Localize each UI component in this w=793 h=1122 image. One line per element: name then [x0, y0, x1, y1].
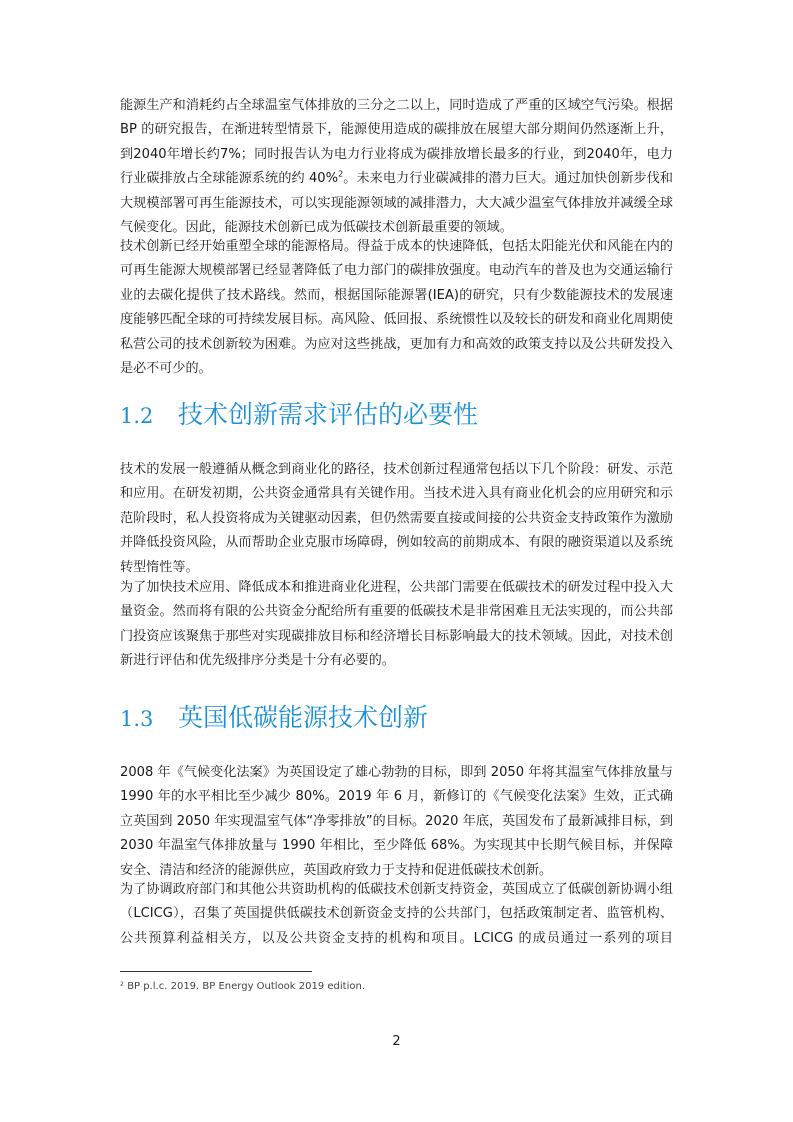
- section-title: 英国低碳能源技术创新: [178, 703, 429, 732]
- section-number: 1.2: [120, 404, 154, 428]
- footnote: ² BP p.l.c. 2019. BP Energy Outlook 2019 edition.: [120, 981, 366, 992]
- paragraph-text-tail: 。未来电力行业碳减排的潜力巨大。通过加快创新步伐和大规模部署可再生能源技术，可以实现能源领域的减排潜力，大大减少温室气体排放并减缓全球气候变化。因此，能源技术创新已成为低碳技术创新最重要的领域。: [120, 171, 674, 236]
- paragraph-text: 能源生产和消耗约占全球温室气体排放的三分之二以上，同时造成了严重的区域空气污染。根据 BP 的研究报告，在渐进转型情景下，能源使用造成的碳排放在展望大部分期间仍然逐渐上升，到2040年增长约7%；同时报告认为电力行业将成为碳排放增长最多的行业，到2040年，电力行业碳排放占全球能源系统的约 40%: [120, 98, 673, 187]
- paragraph-energy-emissions: [120, 94, 673, 240]
- paragraph-tech-innovation: 技术创新已经开始重塑全球的能源格局。得益于成本的快速降低，包括太阳能光伏和风能在内的可再生能源大规模部署已经显著降低了电力部门的碳排放强度。电动汽车的普及也为交通运输行业的去碳化提供了技术路线。然而，根据国际能源署(IEA)的研究，只有少数能源技术的发展速度能够匹配全球的可持续发展目标。高风险、低回报、系统惯性以及较长的研发和商业化周期使私营公司的技术创新较为困难。为应对这些挑战，更加有力和高效的政策支持以及公共研发投入是必不可少的。: [120, 239, 673, 377]
- paragraph-lcicg: 为了协调政府部门和其他公共资助机构的低碳技术创新支持资金，英国成立了低碳创新协调小组（LCICG），召集了英国提供低碳技术创新资金支持的公共部门，包括政策制定者、监管机构、公共预算利益相关方，以及公共资金支持的机构和项目。LCICG 的成员通过一系列的项目: [120, 882, 673, 946]
- page-number: 2: [392, 1034, 401, 1049]
- paragraph-public-funding: 为了加快技术应用、降低成本和推进商业化进程，公共部门需要在低碳技术的研发过程中投入大量资金。然而将有限的公共资金分配给所有重要的低碳技术是非常困难且无法实现的，而公共部门投资应该聚焦于那些对实现碳排放目标和经济增长目标影响最大的技术领域。因此，对技术创新进行评估和优先级排序分类是十分有必要的。: [120, 580, 673, 669]
- section-heading-1-3: [120, 703, 428, 734]
- footnote-divider: [120, 971, 312, 972]
- paragraph-tech-path: 技术的发展一般遵循从概念到商业化的路径，技术创新过程通常包括以下几个阶段：研发、示范和应用。在研发初期，公共资金通常具有关键作用。当技术进入具有商业化机会的应用研究和示范阶段时，私人投资将成为关键驱动因素，但仍然需要直接或间接的公共资金支持政策作为激励并降低投资风险，从而帮助企业克服市场障碍，例如较高的前期成本、有限的融资渠道以及系统转型惰性等。: [120, 462, 673, 575]
- section-number: 1.3: [120, 707, 154, 731]
- footnote-reference[interactable]: 2: [338, 169, 344, 179]
- section-title: 技术创新需求评估的必要性: [178, 400, 479, 429]
- section-heading-1-2: [120, 400, 478, 431]
- paragraph-climate-act: 2008 年《气候变化法案》为英国设定了雄心勃勃的目标，即到 2050 年将其温室气体排放量与 1990 年的水平相比至少减少 80%。2019 年 6 月，新修订的《气候变化法案》生效，正式确立英国到 2050 年实现温室气体“净零排放”的目标。2020 年底，英国发布了最新减排目标，到 2030 年温室气体排放量与 1990 年相比，至少降低 68%。为实现其中长期气候目标，并保障安全、清洁和经济的能源供应，英国政府致力于支持和促进低碳技术创新。: [120, 765, 673, 878]
